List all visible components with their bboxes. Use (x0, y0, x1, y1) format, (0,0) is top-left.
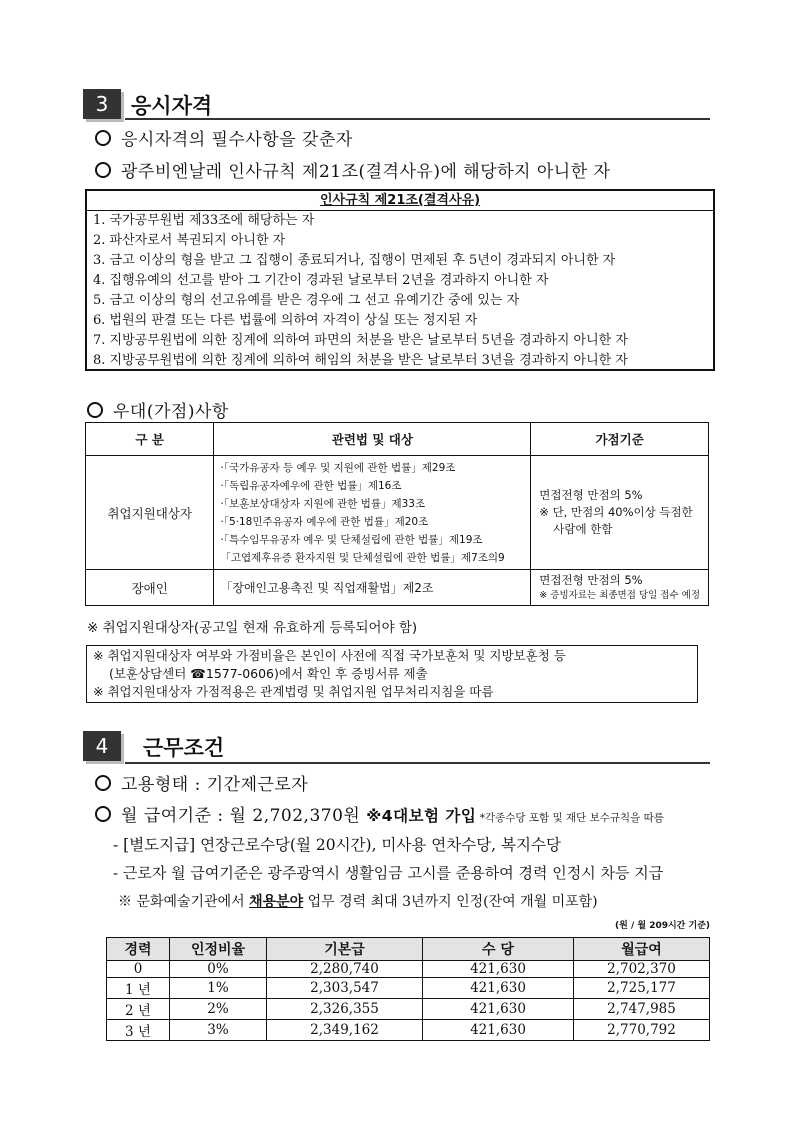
note-line: ※ 취업지원대상자 여부와 가점비율은 본인이 사전에 직접 국가보훈처 및 지방보훈청 등 (93, 648, 566, 663)
criteria-note: ※ 단, 만점의 40%이상 득점한 (539, 505, 693, 519)
table-header-cell: 월급여 (574, 938, 710, 961)
table-row (86, 570, 709, 606)
category-cell: 취업지원대상자 (86, 456, 214, 570)
rule-item: 5. 금고 이상의 형의 선고유예를 받은 경우에 그 선고 유예기간 중에 있는 자 (93, 293, 520, 308)
law-item: ·「독립유공자예우에 관한 법률」제16조 (220, 479, 402, 492)
rule-item: 3. 금고 이상의 형을 받고 그 집행이 종료되거나, 집행이 면제된 후 5년이 경과되지 아니한 자 (93, 253, 616, 268)
table-cell: 421,630 (423, 961, 574, 978)
unit-note: (원 / 월 209시간 기준) (615, 921, 710, 931)
preference-note-box (86, 645, 698, 703)
table-cell: 2 년 (107, 999, 170, 1020)
section-3-bullet-1: 응시자격의 필수사항을 갖춘자 (95, 125, 353, 150)
law-item: ·「5·18민주유공자 예우에 관한 법률」제20조 (220, 515, 429, 528)
table-header-row (107, 938, 710, 961)
law-item: ·「국가유공자 등 예우 및 지원에 관한 법률」제29조 (220, 461, 456, 474)
rule-item: 7. 지방공무원법에 의한 징계에 의하여 파면의 처분을 받은 날로부터 5년을 경과하지 아니한 자 (93, 333, 628, 348)
preference-footnote: ※ 취업지원대상자(공고일 현재 유효하게 등록되어야 함) (87, 620, 418, 636)
circle-bullet-icon (87, 402, 103, 418)
table-cell: 2,303,547 (267, 978, 423, 999)
rule-item: 2. 파산자로서 복권되지 아니한 자 (93, 233, 286, 248)
criteria-cell (531, 570, 709, 606)
table-cell: 1 년 (107, 978, 170, 999)
table-cell: 3% (170, 1020, 267, 1041)
circle-bullet-icon (95, 130, 111, 146)
law-item: 「고엽제후유증 환자지원 및 단체설립에 관한 법률」제7조의9 (220, 551, 505, 564)
circle-bullet-icon (95, 162, 111, 178)
law-cell: 「장애인고용촉진 및 직업재활법」제2조 (214, 570, 531, 606)
section-4-number: 4 (83, 731, 121, 761)
law-item: ·「보훈보상대상자 지원에 관한 법률」제33조 (220, 497, 426, 510)
table-header-row (86, 423, 709, 456)
law-item: ·「특수임무유공자 예우 및 단체설립에 관한 법률」제19조 (220, 533, 483, 546)
table-cell: 2,725,177 (574, 978, 710, 999)
rule-box-header: 인사규칙 제21조(결격사유) (87, 191, 713, 211)
section-4-title: 근무조건 (143, 736, 225, 760)
table-header-cell: 수 당 (423, 938, 574, 961)
table-cell: 2,349,162 (267, 1020, 423, 1041)
table-header-cell: 구 분 (86, 423, 214, 456)
law-list-cell (214, 456, 531, 570)
note-line: (보훈상담센터 ☎1577-0606)에서 확인 후 증빙서류 제출 (109, 666, 428, 681)
table-cell: 1% (170, 978, 267, 999)
criteria-main: 면접전형 만점의 5% (539, 488, 643, 502)
table-row (107, 999, 710, 1020)
preference-title: 우대(가점)사항 (87, 397, 229, 422)
table-cell: 2,702,370 (574, 961, 710, 978)
section-3-underline (125, 118, 710, 120)
circle-bullet-icon (95, 806, 111, 822)
allowance-note: *각종수당 포함 및 재단 보수규칙을 따름 (476, 812, 664, 824)
table-cell: 2,747,985 (574, 999, 710, 1020)
table-header-cell: 기본급 (267, 938, 423, 961)
section-3-bullet-2: 광주비엔날레 인사규칙 제21조(결격사유)에 해당하지 아니한 자 (95, 157, 610, 182)
table-cell: 421,630 (423, 999, 574, 1020)
insurance-note: ※4대보험 가입 (366, 807, 477, 825)
criteria-note-cont: 사람에 한함 (553, 522, 613, 536)
table-row (107, 1020, 710, 1041)
category-cell: 장애인 (86, 570, 214, 606)
table-header-cell: 가점기준 (531, 423, 709, 456)
table-row (107, 978, 710, 999)
table-cell: 421,630 (423, 978, 574, 999)
table-cell: 2,280,740 (267, 961, 423, 978)
section-3-title: 응시자격 (131, 94, 213, 118)
criteria-main: 면접전형 만점의 5% (539, 572, 643, 587)
rule-item: 8. 지방공무원법에 의한 징계에 의하여 해임의 처분을 받은 날로부터 3년을 경과하지 아니한 자 (93, 353, 628, 368)
table-row (86, 456, 709, 570)
rule-item: 1. 국가공무원법 제33조에 해당하는 자 (93, 213, 315, 228)
criteria-cell (531, 456, 709, 570)
criteria-note: ※ 증빙자료는 최종면접 당일 접수 예정 (539, 589, 700, 601)
disqualification-rule-box (85, 189, 715, 371)
preference-table (85, 422, 709, 606)
table-cell: 2,770,792 (574, 1020, 710, 1041)
rule-item: 6. 법원의 판결 또는 다른 법률에 의하여 자격이 상실 또는 정지된 자 (93, 313, 478, 328)
extra-payment-line: - [별도지급] 연장근로수당(월 20시간), 미사용 연차수당, 복지수당 (113, 836, 561, 854)
rule-item: 4. 집행유예의 선고를 받아 그 기간이 경과된 날로부터 2년을 경과하지 아니한 자 (93, 273, 549, 288)
employment-type: 고용형태 : 기간제근로자 (95, 770, 308, 795)
table-cell: 421,630 (423, 1020, 574, 1041)
salary-basis: 월 급여기준 : 월 2,702,370원 ※4대보험 가입 *각종수당 포함 및 재단 보수규칙을 따름 (95, 801, 664, 826)
table-header-cell: 관련법 및 대상 (214, 423, 531, 456)
pay-table (106, 937, 710, 1041)
section-3-number: 3 (83, 89, 121, 119)
salary-differential-line: - 근로자 월 급여기준은 광주광역시 생활임금 고시를 준용하여 경력 인정시 차등 지급 (113, 864, 664, 882)
table-cell: 2% (170, 999, 267, 1020)
table-cell: 2,326,355 (267, 999, 423, 1020)
table-header-cell: 경력 (107, 938, 170, 961)
note-line: ※ 취업지원대상자 가점적용은 관계법령 및 취업지원 업무처리지침을 따름 (93, 684, 494, 699)
recruit-field-emphasis: 채용분야 (249, 894, 304, 910)
table-cell: 0 (107, 961, 170, 978)
table-cell: 0% (170, 961, 267, 978)
career-recognition-line: ※ 문화예술기관에서 채용분야 업무 경력 최대 3년까지 인정(잔여 개월 미포함) (118, 894, 598, 910)
section-4-underline (125, 762, 710, 764)
table-header-cell: 인정비율 (170, 938, 267, 961)
circle-bullet-icon (95, 775, 111, 791)
table-row (107, 961, 710, 978)
table-cell: 3 년 (107, 1020, 170, 1041)
